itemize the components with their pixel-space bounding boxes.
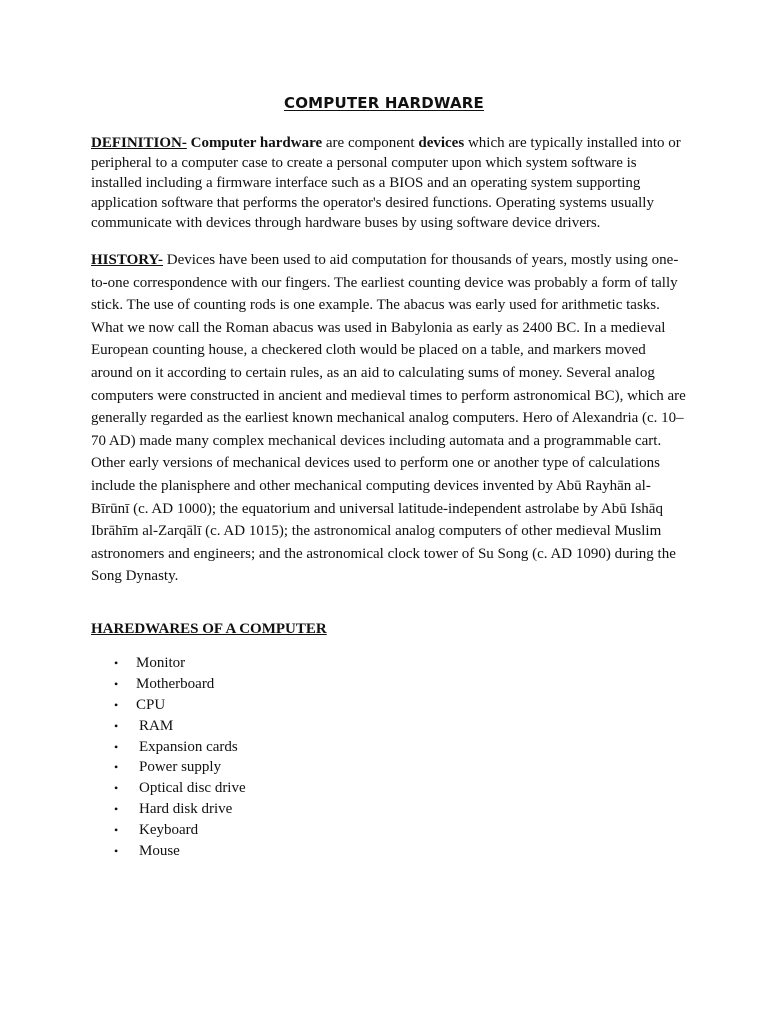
- definition-label: DEFINITION-: [91, 135, 187, 151]
- list-item: [91, 674, 246, 695]
- list-item-label: CPU: [136, 696, 166, 713]
- list-item-label: Hard disk drive: [139, 801, 233, 818]
- list-item: [91, 653, 246, 674]
- history-text: Devices have been used to aid computation for thousands of years, mostly using one-to-one correspondence with our fingers. The earliest counting device was probably a form of tally stick. The use of counting rods is one example. The abacus was early used for arithmetic tasks. What we now call the Roman abacus was used in Babylonia as early as 2400 BC. In a medieval European counting house, a checkered cloth would be placed on a table, and markers moved around on it according to certain rules, as an aid to calculating sums of money. Several analog computers were constructed in ancient and medieval times to perform astronomical BC), which are generally regarded as the earliest known mechanical analog computers. Hero of Alexandria (c. 10–70 AD) made many complex mechanical devices including automata and a programmable cart. Other early versions of mechanical devices used to perform one or another type of calculations include the planisphere and other mechanical computing devices invented by Abū Rayhān al-Bīrūnī (c. AD 1000); the equatorium and universal latitude-independent astrolabe by Abū Ishāq Ibrāhīm al-Zarqālī (c. AD 1015); the astronomical analog computers of other medieval Muslim astronomers and engineers; and the astronomical clock tower of Su Song (c. AD 1090) during the Song Dynasty.: [91, 252, 686, 585]
- list-item: [91, 799, 246, 820]
- bullet-icon: •: [114, 718, 119, 733]
- list-item-label: RAM: [139, 717, 174, 734]
- page-title: COMPUTER HARDWARE: [284, 94, 484, 112]
- bullet-icon: •: [114, 676, 119, 691]
- bullet-icon: •: [114, 844, 119, 859]
- list-item-label: Motherboard: [136, 675, 215, 692]
- list-item-label: Power supply: [139, 759, 222, 776]
- list-item: [91, 841, 246, 862]
- bullet-icon: •: [114, 739, 119, 754]
- bullet-icon: •: [114, 760, 119, 775]
- list-item: [91, 695, 246, 716]
- definition-text-2: which are typically installed into or peripheral to a computer case to create a personal computer upon which system software is installed including a firmware interface such as a BIOS and an operating system supporting application software that performs the operator's desired functions. Operating systems usually communicate with devices through hardware buses by using software device drivers.: [91, 135, 681, 231]
- list-item-label: Mouse: [139, 843, 180, 860]
- definition-devices: devices: [418, 135, 465, 151]
- hardware-list: [91, 653, 246, 862]
- bullet-icon: •: [114, 823, 119, 838]
- bullet-icon: •: [114, 656, 119, 670]
- list-item-label: Expansion cards: [139, 738, 238, 755]
- history-label: HISTORY-: [91, 252, 164, 268]
- definition-term: Computer hardware: [190, 135, 323, 151]
- definition-text-1: are component: [322, 135, 419, 151]
- list-item: [91, 716, 246, 737]
- hardware-list-heading: HAREDWARES OF A COMPUTER: [91, 621, 327, 637]
- bullet-icon: •: [114, 697, 119, 712]
- list-item-label: Keyboard: [139, 822, 199, 839]
- list-item: [91, 737, 246, 758]
- list-item-label: Optical disc drive: [139, 780, 246, 797]
- list-item: [91, 757, 246, 778]
- history-paragraph: [91, 249, 687, 588]
- list-item: [91, 820, 246, 841]
- list-item-label: Monitor: [136, 655, 186, 671]
- list-item: [91, 778, 246, 799]
- definition-paragraph: [91, 133, 687, 233]
- bullet-icon: •: [114, 781, 119, 796]
- bullet-icon: •: [114, 802, 119, 817]
